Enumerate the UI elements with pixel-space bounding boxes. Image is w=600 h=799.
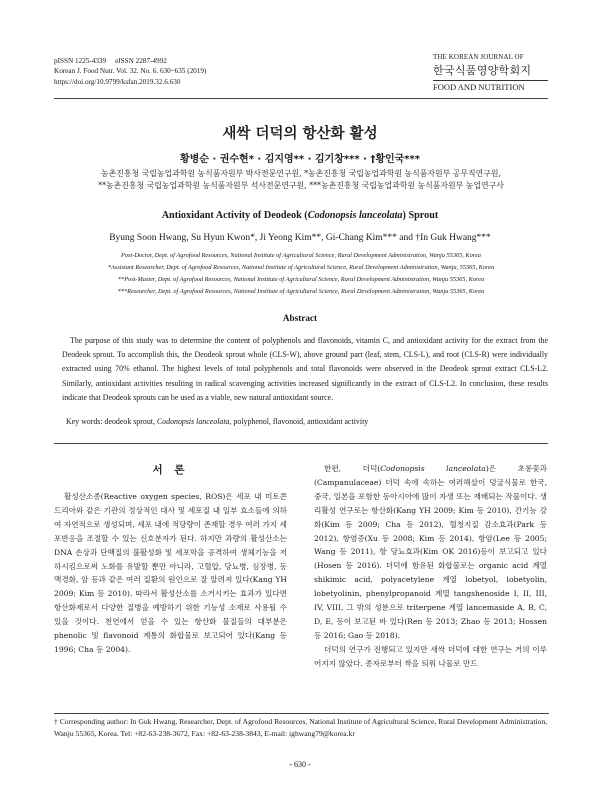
issn: pISSN 1225-4339 eISSN 2287-4992 <box>54 57 167 65</box>
keywords-post: , polyphenol, flavonoid, antioxidant activity <box>229 417 369 426</box>
journal-citation: Korean J. Food Nutr. Vol. 32. No. 6. 630~635 (2019) <box>54 67 207 76</box>
abstract-text: The purpose of this study was to determine the content of polyphenols and flavonoids, vitamin C, and antioxidant activity for the extract from the Deodeok sprout. To accomplish this, the Deodeok sprout whole (CLS-W), above ground part (leaf, stem, CLS-L), and root (CLS-R) were individually extracted using 70% ethanol. The highest levels of total polyphenols and total flavonoids were observed in the Deodeok sprout extract CLS-L2. Similarly, antioxidant activities resulting in radical scavenging activities increased significantly in the extract of CLS-L2. In conclusion, these results indicate that Deodeok sprouts can be used as a viable, new natural antioxidant source. <box>62 336 548 402</box>
journal-name-en-1: THE KOREAN JOURNAL OF <box>433 53 524 61</box>
left-column-text: 활성산소종(Reactive oxygen species, ROS)은 세포 내 미토콘드리아와 같은 기관의 정상적인 대사 및 세포질 내 일부 효소들에 의하여 자연적으로 생성되며, 세포 내에 적당량이 존재할 경우 여러 가지 세포반응을 조절할 수 있는 신호분자가 된다. 하지만 과량의 활성산소는 DNA 손상과 단백질의 불활성화 및 세포막을 공격하여 생체기능을 저하시킴으로써 노화를 유발할 뿐만 아니라, 고혈압, 당뇨병, 심장병, 동맥경화, 암 등과 같은 여러 질환의 원인으로 잘 알려져 있다(Kang YH 2009; Kim 등 2010). 따라서 활성산소를 소거시키는 효과가 있다면 항산화제로서 다양한 질병을 예방하기 위한 기능성 소재로 사용될 수 있을 것이다. 천연에서 얻을 수 있는 항산화 물질들의 대부분은 phenolic 및 flavonoid 계통의 화합물로 보고되어 있다(Kang 등 1996; Cha 등 2004). <box>54 492 287 654</box>
journal-logo <box>433 53 548 92</box>
abstract-rule <box>54 443 548 444</box>
affiliation-en-1: Post-Doctor, Dept. of Agrofood Resources, National Institute of Agricultural Science, Rural Development Administration, Wanju 55365, Korea <box>121 252 481 259</box>
affiliation-ko-2: **농촌진흥청 국립농업과학원 농식품자원부 석사전문연구원, ***농촌진흥청 국립농업과학원 농식품자원부 농업연구사 <box>98 181 504 190</box>
right-column-paragraph-2: 더덕의 연구가 진행되고 있지만 새싹 더덕에 대한 연구는 거의 이루어지지 않았다. 종자로부터 싹을 틔워 나물로 만드 <box>314 644 547 668</box>
right-p1-species: Codonopsis lanceolata <box>380 464 486 473</box>
title-korean: 새싹 더덕의 항산화 활성 <box>222 126 378 142</box>
right-column-paragraph-1 <box>314 462 547 643</box>
authors-korean: 황병순 · 권수현* · 김지영** · 김기창*** · †황인국*** <box>179 154 420 165</box>
keywords-label: Key words: <box>65 417 103 426</box>
title-en-pre: Antioxidant Activity of Deodeok ( <box>161 210 308 221</box>
footnote-rule <box>54 713 549 714</box>
title-english <box>0 210 600 221</box>
abstract-heading: Abstract <box>282 313 318 323</box>
right-p1-pre: 한편, 더덕( <box>324 464 381 473</box>
journal-name-ko: 한국식품영양학회지 <box>433 64 532 77</box>
keywords-pre: deodeok sprout, <box>102 417 157 426</box>
header-rule <box>54 98 548 99</box>
section-heading-introduction: 서 론 <box>152 464 189 476</box>
title-en-species: Codonopsis lanceolata <box>307 210 403 221</box>
page-number: - 630 - <box>289 760 311 769</box>
affiliation-en-2: *Assistant Researcher, Dept. of Agrofood Resources, National Institute of Agricultural Science, Rural Development Administration, Wanju, 55365, Korea <box>107 264 495 271</box>
affiliation-ko-1: 농촌진흥청 국립농업과학원 농식품자원부 박사전문연구원, *농촌진흥청 국립농업과학원 농식품자원부 공무직연구원, <box>100 169 502 178</box>
authors-english: Byung Soon Hwang, Su Hyun Kwon*, Ji Yeong Kim**, Gi-Chang Kim*** and †In Guk Hwang*** <box>109 233 491 243</box>
affiliation-en-3: **Post-Master, Dept. of Agrofood Resources, National Institute of Agricultural Science, Rural Development Administration, Wanju 55365, Korea <box>117 276 485 283</box>
right-column <box>314 462 547 671</box>
corresponding-author-footnote: † Corresponding author: In Guk Hwang, Researcher, Dept. of Agrofood Resources, National Institute of Agricultural Science, Rural Development Administration, Wanju 55365, Korea. Tel: +82-63-238-3672, Fax: +82-63-238-3843, E-mail: ighwang79@korea.kr <box>54 717 548 738</box>
journal-name-en-2: FOOD AND NUTRITION <box>433 80 548 92</box>
affiliation-en-4: ***Researcher, Dept. of Agrofood Resources, National Institute of Agricultural Science, Rural Development Administration, Wanju 55365, Korea <box>117 288 485 295</box>
keywords <box>62 417 548 426</box>
right-p1-post: )은 초롱꽃과(Campanulaceae) 더덕 속에 속하는 여러해살이 덩굴식물로 한국, 중국, 일본을 포함한 동아시아에 많이 자생 또는 재배되는 작물이다. 생리활성 연구로는 항산화(Kang YH 2009; Kim 등 2010), 간기능 강화(Kim 등 2009; Cha 등 2012), 혈청지질 감소효과(Park 등 2012), 항염증(Xu 등 2008; Kim 등 2014), 항암(Lee 등 2005; Wang 등 2011), 항 당뇨효과(Kim OK 2016)등이 보고되고 있다(Hosen 등 2016). 더덕에 함유된 화합물로는 organic acid 계열 shikimic acid, polyacetylene 계열 lobetyol, lobetyolin, lobetyolinin, phenylpropanoid 계열 tangshenoside I, II, III, IV, VIII, 그 밖의 성분으로 triterpene 계열 lancemaside A, B, C, D, E, 등이 보고된 바 있다(Ren 등 2013; Zhao 등 2013; Hossen 등 2016; Gao 등 2018). <box>314 464 548 640</box>
doi-link[interactable]: https://doi.org/10.9799/ksfan.2019.32.6.630 <box>54 77 181 86</box>
title-en-post: ) Sprout <box>402 210 439 221</box>
keywords-species: Codonopsis lanceolata <box>156 417 230 426</box>
citation-block <box>54 56 206 87</box>
